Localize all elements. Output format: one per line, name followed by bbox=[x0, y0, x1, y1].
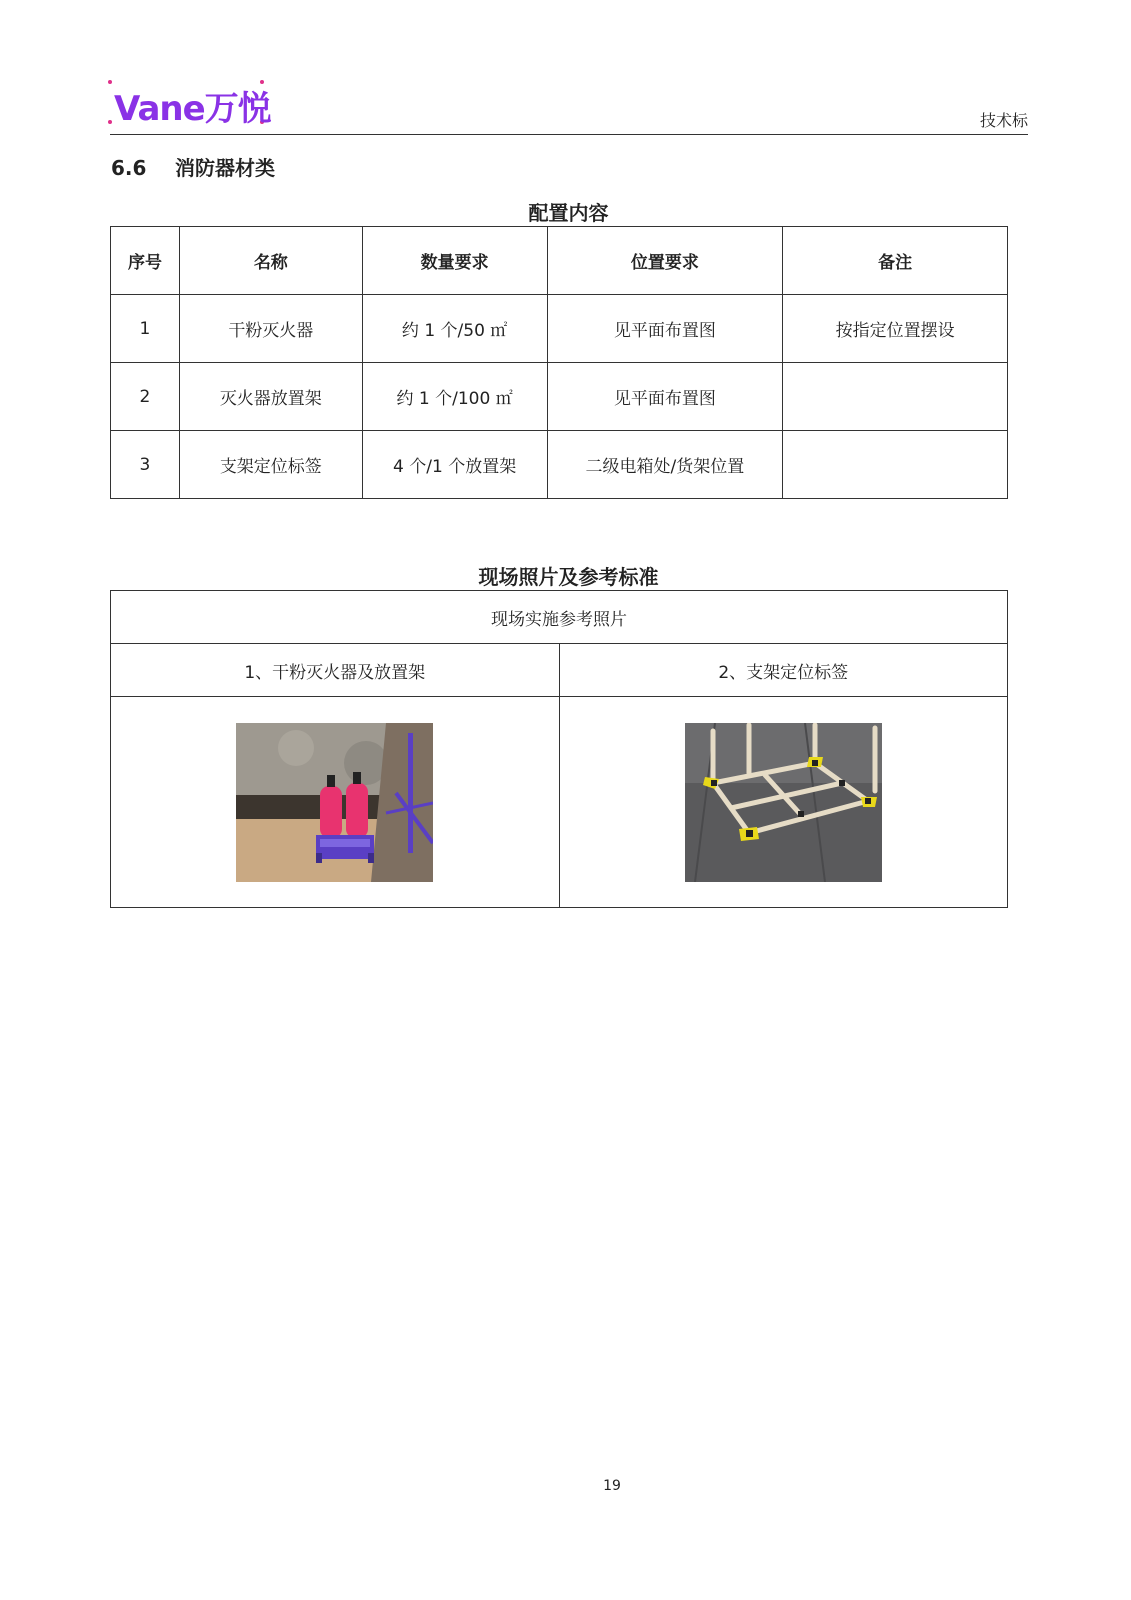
table-cell: 约 1 个/100 ㎡ bbox=[362, 363, 547, 431]
table-cell: 见平面布置图 bbox=[547, 363, 783, 431]
column-header: 名称 bbox=[179, 227, 362, 295]
section-heading bbox=[111, 152, 275, 181]
table-cell: 见平面布置图 bbox=[547, 295, 783, 363]
photo-subtitle-row bbox=[111, 591, 1008, 644]
table-cell: 1 bbox=[111, 295, 180, 363]
config-table bbox=[110, 226, 1008, 499]
table-cell: 支架定位标签 bbox=[179, 431, 362, 499]
photo-subtitle: 现场实施参考照片 bbox=[111, 591, 1008, 644]
photo-cell bbox=[559, 697, 1008, 908]
logo-dot bbox=[108, 80, 112, 84]
table-cell: 灭火器放置架 bbox=[179, 363, 362, 431]
table-cell bbox=[783, 363, 1008, 431]
table-cell: 4 个/1 个放置架 bbox=[362, 431, 547, 499]
table-header-row bbox=[111, 227, 1008, 295]
column-header: 备注 bbox=[783, 227, 1008, 295]
table-cell: 3 bbox=[111, 431, 180, 499]
section-number: 6.6 bbox=[111, 156, 147, 180]
column-header: 数量要求 bbox=[362, 227, 547, 295]
extinguisher-photo bbox=[236, 723, 433, 882]
header-divider bbox=[110, 134, 1028, 135]
logo-dot bbox=[108, 120, 112, 124]
vane-logo bbox=[108, 80, 271, 129]
logo-text: Vane万悦 bbox=[114, 89, 271, 129]
table-cell: 按指定位置摆设 bbox=[783, 295, 1008, 363]
table-row bbox=[111, 363, 1008, 431]
photo-table bbox=[110, 590, 1008, 908]
table-cell bbox=[783, 431, 1008, 499]
document-type: 技术标 bbox=[979, 111, 1028, 130]
config-table-title: 配置内容 bbox=[528, 201, 609, 225]
section-title: 消防器材类 bbox=[175, 156, 275, 180]
table-cell: 干粉灭火器 bbox=[179, 295, 362, 363]
photo-caption-row bbox=[111, 644, 1008, 697]
page-number: 19 bbox=[603, 1478, 621, 1494]
photo-cell bbox=[111, 697, 560, 908]
photo-row bbox=[111, 697, 1008, 908]
photo-caption: 2、支架定位标签 bbox=[559, 644, 1008, 697]
photo-caption: 1、干粉灭火器及放置架 bbox=[111, 644, 560, 697]
column-header: 位置要求 bbox=[547, 227, 783, 295]
table-cell: 二级电箱处/货架位置 bbox=[547, 431, 783, 499]
column-header: 序号 bbox=[111, 227, 180, 295]
extinguisher-mark bbox=[320, 786, 342, 838]
photo-table-title: 现场照片及参考标准 bbox=[478, 565, 659, 589]
rack-label-photo bbox=[685, 723, 882, 882]
table-row bbox=[111, 431, 1008, 499]
table-row bbox=[111, 295, 1008, 363]
table-cell: 2 bbox=[111, 363, 180, 431]
table-cell: 约 1 个/50 ㎡ bbox=[362, 295, 547, 363]
extinguisher-mark bbox=[346, 783, 368, 838]
